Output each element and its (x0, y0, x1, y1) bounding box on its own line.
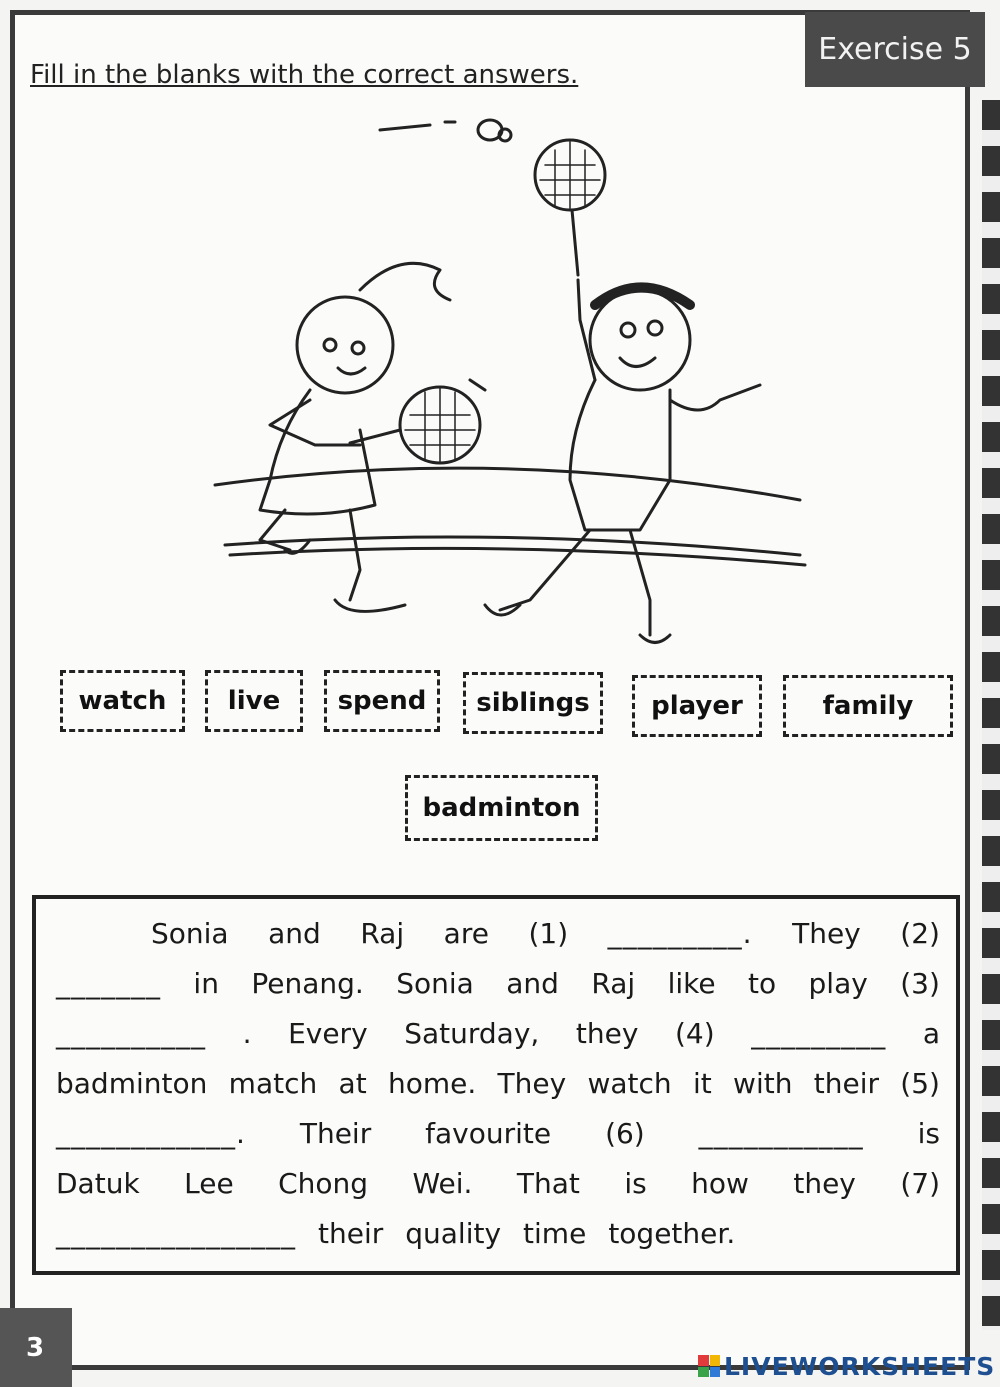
word: Datuk (56, 1167, 140, 1200)
word: Saturday, (404, 1017, 540, 1050)
word: Sonia (396, 967, 474, 1000)
word: is (624, 1167, 647, 1200)
word: Their (299, 1117, 372, 1150)
word: badminton (56, 1067, 208, 1100)
word: time (523, 1217, 587, 1250)
passage-line-6 (56, 1167, 940, 1200)
word: watch (587, 1067, 672, 1100)
page-number: 3 (0, 1308, 72, 1387)
word-label: player (651, 691, 743, 721)
word: Chong (278, 1167, 369, 1200)
binding-strip (982, 100, 1000, 1330)
blank-number: (7) (900, 1167, 940, 1200)
word: at (338, 1067, 367, 1100)
word: Lee (184, 1167, 234, 1200)
word: home. (387, 1067, 477, 1100)
word: how (691, 1167, 749, 1200)
word-label: badminton (422, 793, 581, 823)
word: is (917, 1117, 940, 1150)
badminton-illustration (200, 100, 820, 660)
word: they (575, 1017, 639, 1050)
word-label: watch (78, 686, 167, 716)
word: They (497, 1067, 567, 1100)
word-box-player (632, 675, 762, 737)
word: together. (608, 1217, 736, 1250)
word: a (922, 1017, 940, 1050)
word-label: siblings (476, 688, 590, 718)
word: they (793, 1167, 856, 1200)
word: They (792, 917, 861, 950)
passage-line-7 (56, 1217, 940, 1250)
answer-blank-1[interactable]: _________. (607, 917, 753, 950)
blank-number: (2) (900, 917, 940, 950)
word: Wei. (412, 1167, 473, 1200)
word-box-watch (60, 670, 185, 732)
answer-blank-4[interactable]: _________ (751, 1017, 887, 1050)
answer-blank-2[interactable]: _______ (56, 967, 161, 1000)
word: in (193, 967, 219, 1000)
word: Raj (360, 917, 405, 950)
word: to (748, 967, 777, 1000)
word-label: family (822, 691, 914, 721)
word: Penang. (251, 967, 364, 1000)
answer-blank-7[interactable]: ________________ (56, 1217, 296, 1250)
watermark-text: LIVEWORKSHEETS (724, 1351, 996, 1381)
exercise-label: Exercise 5 (805, 12, 985, 87)
blank-number: (6) (605, 1117, 645, 1150)
answer-blank-3[interactable]: __________ (56, 1017, 206, 1050)
passage-box (32, 895, 960, 1275)
word: Raj (591, 967, 636, 1000)
word-box-live (205, 670, 303, 732)
blank-number: (4) (674, 1017, 715, 1050)
blank-number: (5) (900, 1067, 940, 1100)
word-box-badminton (405, 775, 598, 841)
answer-blank-6[interactable]: ___________ (698, 1117, 864, 1150)
word-label: live (227, 686, 281, 716)
word: That (516, 1167, 580, 1200)
word: favourite (425, 1117, 552, 1150)
word: their (813, 1067, 879, 1100)
word: quality (405, 1217, 502, 1250)
word-box-family (783, 675, 953, 737)
word: their (318, 1217, 384, 1250)
answer-blank-5[interactable]: ____________. (56, 1117, 246, 1150)
word: Sonia (151, 917, 229, 950)
passage-line-4 (56, 1067, 940, 1100)
word: match (228, 1067, 318, 1100)
word: it (692, 1067, 712, 1100)
passage-line-5 (56, 1117, 940, 1150)
liveworksheets-watermark (698, 1352, 995, 1380)
passage-line-3 (56, 1017, 940, 1050)
passage-line-1 (56, 917, 940, 950)
word: . (242, 1017, 252, 1050)
word-label: spend (337, 686, 427, 716)
word: and (268, 917, 321, 950)
word-box-spend (324, 670, 440, 732)
word: are (443, 917, 489, 950)
word: with (733, 1067, 793, 1100)
blank-number: (1) (528, 917, 569, 950)
blank-number: (3) (900, 967, 940, 1000)
word: play (808, 967, 868, 1000)
instruction-text: Fill in the blanks with the correct answers. (30, 60, 579, 90)
word: Every (288, 1017, 368, 1050)
word: and (506, 967, 559, 1000)
liveworksheets-logo-icon (698, 1355, 720, 1377)
word-box-siblings (463, 672, 603, 734)
passage-line-2 (56, 967, 940, 1000)
word: like (667, 967, 716, 1000)
